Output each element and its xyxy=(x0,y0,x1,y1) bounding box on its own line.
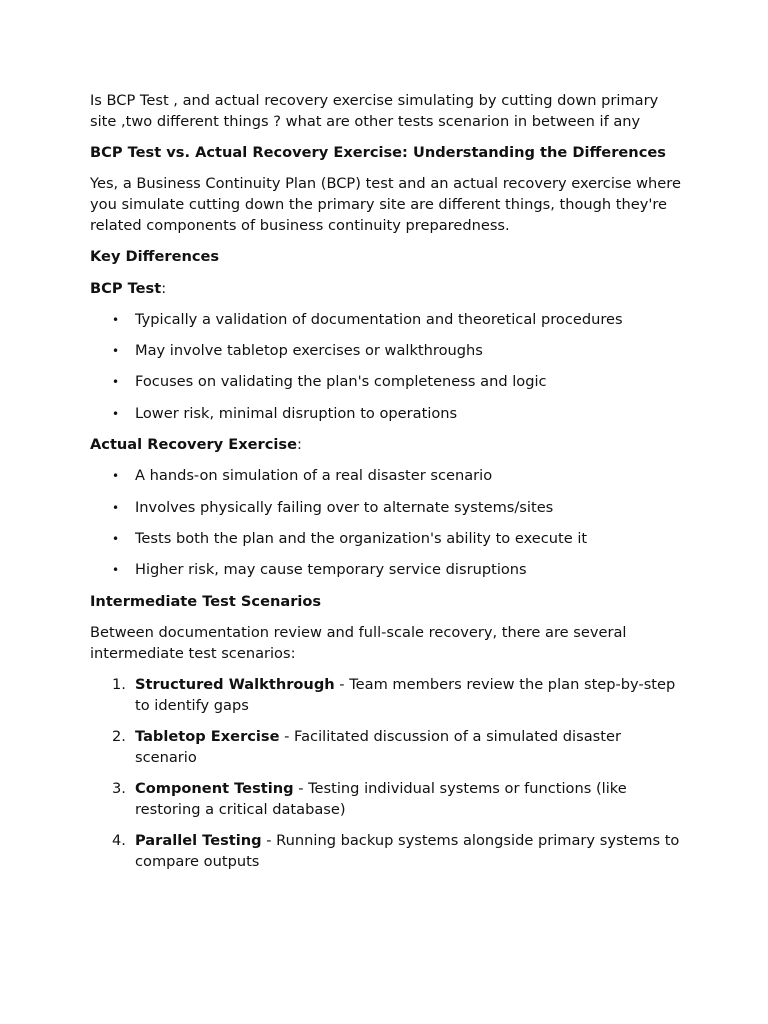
key-differences-heading: Key Differences xyxy=(90,248,220,266)
scenario-description: - Testing individual systems or functions (like restoring a critical database) xyxy=(135,780,627,818)
list-item xyxy=(90,372,682,393)
list-item-text: Typically a validation of documentation and theoretical procedures xyxy=(135,310,623,328)
scenario-description: - Team members review the plan step-by-step to identify gaps xyxy=(135,675,676,714)
recovery-exercise-list xyxy=(90,466,682,581)
list-item xyxy=(90,560,682,581)
recovery-exercise-colon: : xyxy=(296,436,302,454)
scenario-description: - Running backup systems alongside primary systems to compare outputs xyxy=(135,832,680,871)
scenario-description: - Facilitated discussion of a simulated disaster scenario xyxy=(135,728,621,766)
bcp-test-label-line xyxy=(90,279,682,300)
scenario-item xyxy=(90,727,682,769)
intermediate-heading: Intermediate Test Scenarios xyxy=(90,592,322,610)
bcp-test-colon: : xyxy=(161,279,167,297)
scenario-item xyxy=(90,675,682,717)
list-item xyxy=(90,498,682,519)
scenario-number: 2. xyxy=(112,728,126,746)
list-item-text: A hands-on simulation of a real disaster scenario xyxy=(135,467,493,485)
list-item-text: Involves physically failing over to alternate systems/sites xyxy=(135,498,554,516)
list-item-text: Focuses on validating the plan's completeness and logic xyxy=(135,373,547,391)
bullet-icon: • xyxy=(112,469,120,484)
list-item xyxy=(90,310,682,331)
scenario-item xyxy=(90,779,682,821)
scenario-item xyxy=(90,831,682,873)
bullet-icon: • xyxy=(112,500,120,515)
question-paragraph: Is BCP Test , and actual recovery exercise simulating by cutting down primary site ,two different things ? what are other tests scenarion in between if any xyxy=(90,92,659,130)
scenario-name: Tabletop Exercise xyxy=(135,728,280,746)
recovery-exercise-label-line xyxy=(90,435,682,456)
scenario-name: Component Testing xyxy=(135,780,294,798)
scenario-number: 4. xyxy=(112,832,126,850)
list-item xyxy=(90,404,682,425)
bullet-icon: • xyxy=(112,375,120,390)
scenario-number: 1. xyxy=(112,675,126,693)
document-title: BCP Test vs. Actual Recovery Exercise: Understanding the Differences xyxy=(90,144,666,162)
list-item-text: Tests both the plan and the organization's ability to execute it xyxy=(135,529,588,547)
bcp-test-list xyxy=(90,310,682,425)
intro-paragraph: Yes, a Business Continuity Plan (BCP) test and an actual recovery exercise where you simulate cutting down the primary site are different things, though they're related components of business continuity preparedness. xyxy=(90,175,681,234)
bullet-icon: • xyxy=(112,312,120,327)
list-item xyxy=(90,466,682,487)
bullet-icon: • xyxy=(112,406,120,421)
list-item xyxy=(90,341,682,362)
bcp-test-label: BCP Test xyxy=(90,279,162,297)
scenario-name: Structured Walkthrough xyxy=(135,675,335,693)
scenario-number: 3. xyxy=(112,780,126,798)
intermediate-intro-paragraph: Between documentation review and full-scale recovery, there are several intermediate test scenarios: xyxy=(90,623,627,662)
list-item-text: Higher risk, may cause temporary service disruptions xyxy=(135,561,527,579)
scenario-list xyxy=(90,675,682,873)
list-item-text: May involve tabletop exercises or walkthroughs xyxy=(135,342,483,360)
bullet-icon: • xyxy=(112,344,120,359)
bullet-icon: • xyxy=(112,531,120,546)
list-item xyxy=(90,529,682,550)
bullet-icon: • xyxy=(112,563,120,578)
recovery-exercise-label: Actual Recovery Exercise xyxy=(90,436,297,454)
scenario-name: Parallel Testing xyxy=(135,832,262,850)
list-item-text: Lower risk, minimal disruption to operations xyxy=(135,404,458,422)
